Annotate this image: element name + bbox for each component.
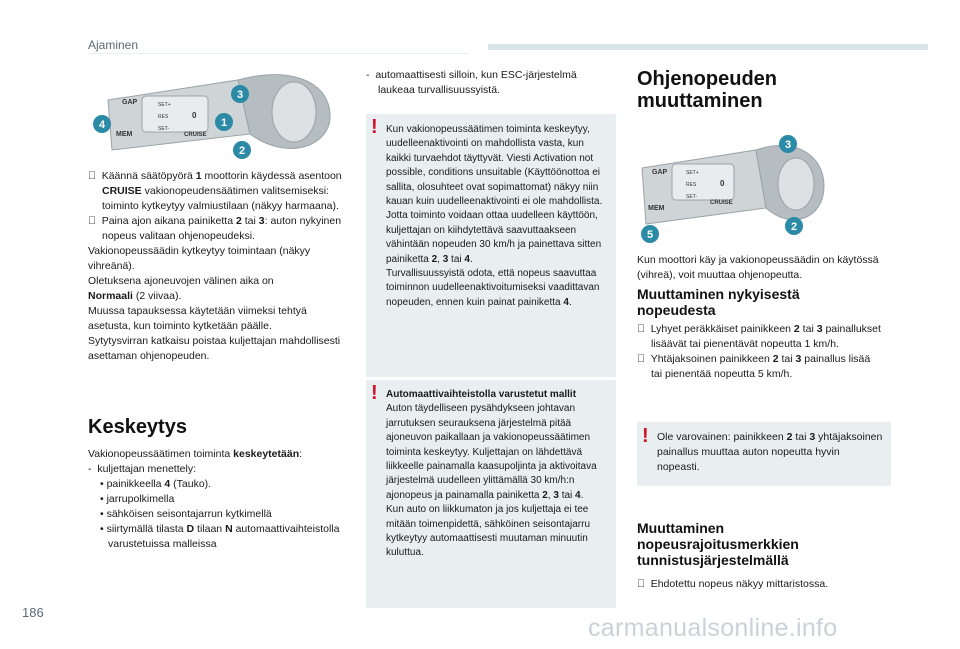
stalk-label-res: RES: [158, 114, 169, 120]
keskeytys-driver: - kuljettajan menettely:: [88, 463, 196, 475]
paragraph-ignition: Sytytysvirran katkaisu poistaa kuljettajan mahdollisesti asettaman ohjenopeuden.: [88, 335, 341, 362]
heading-nopeusrajoitus: Muuttaminen nopeusrajoitusmerkkien tunnistusjärjestelmällä: [637, 520, 799, 568]
paragraph-default-gap: Oletuksena ajoneuvojen välinen aika on Normaali (2 viivaa).: [88, 275, 274, 302]
warning-reactivation-safety: Turvallisuussyistä odota, että nopeus saavuttaa toiminnon uudelleenaktivoitumiseksi vaadittavan nopeuden, ennen kuin painat painiketta 4.: [386, 268, 600, 308]
heading-ohjenopeuden: Ohjenopeuden muuttaminen: [637, 68, 777, 112]
stalk-label-setminus: SET-: [158, 126, 170, 132]
right-list: [637, 322, 882, 382]
warning-caution-text: Ole varovainen: painikkeen 2 tai 3 yhtäjaksoinen painallus muuttaa auton nopeutta hyvin nopeasti.: [657, 431, 883, 473]
svg-text:5: 5: [646, 229, 654, 241]
warning-box-reactivation: [366, 114, 616, 377]
watermark: carmanualsonline.info: [588, 614, 838, 642]
warning-box-caution: [637, 422, 891, 486]
stalk-label-gap: GAP: [122, 99, 138, 106]
instruction-2: Paina ajon aikana painiketta 2 tai 3: auton nykyinen nopeus valitaan ohjenopeudeksi.: [88, 215, 334, 242]
keskeytys-item-gear: • siirtymällä tilasta D tilaan N automaattivaihteistolla varustetuissa malleissa: [100, 523, 340, 550]
instruction-1: Käännä säätöpyörä 1 moottorin käydessä asentoon CRUISE vakionopeudensäätimen valitsemiseksi: toiminto kytkeytyy valmiustilaan (näkyy harmaana).: [88, 170, 339, 212]
svg-text:2: 2: [790, 221, 798, 233]
stalk-label-setplus: SET+: [158, 102, 171, 108]
callout-2: [785, 217, 803, 235]
esc-condition: - automaattisesti silloin, kun ESC-järjestelmä laukeaa turvallisuussyistä.: [366, 69, 577, 96]
keskeytys-intro: Vakionopeussäätimen toiminta keskeytetään:: [88, 448, 303, 460]
stalk-label-zero: 0: [720, 179, 725, 188]
paragraph-last-setting: Muussa tapauksessa käytetään viimeksi tehtyä asetusta, kun toiminto kytketään päälle.: [88, 305, 307, 332]
paragraph-activation: Vakionopeussäädin kytkeytyy toimintaan (näkyy vihreänä).: [88, 245, 311, 272]
warning-automatic-tail: Kun auto on liikkumaton ja jos kuljettaja ei tee mitään toimenpidettä, sähköinen seisontajarru kytkeytyy automaattisesti muutaman minuutin kuluttua.: [386, 504, 591, 559]
callout-4: [93, 115, 111, 133]
stalk-label-setminus: SET-: [686, 194, 698, 200]
instruction-short-press: Lyhyet peräkkäiset painikkeen 2 tai 3 painallukset lisäävät tai pienentävät nopeutta 1 km/h.: [637, 323, 874, 350]
header-rule: [88, 53, 468, 54]
heading-nykyisesta: Muuttaminen nykyisestä nopeudesta: [637, 286, 800, 318]
right-list-2: [637, 577, 882, 592]
callout-3: [779, 135, 797, 153]
callout-5: [641, 225, 659, 243]
svg-text:3: 3: [236, 89, 244, 101]
stalk-label-mem: MEM: [116, 131, 133, 138]
warning-automatic-text: Auton täydelliseen pysähdykseen johtavan jarrutuksen seurauksena järjestelmä pitää ajoneuvon paikallaan ja vakionopeussäätimen toiminta keskeytyy. Kuljettajan on lähdettävä liikkeelle painamalla kaasupoljinta ja aktivoitava järjestelmä uudelleen ylittämällä 30 km/h:n ajonopeus ja painamalla painiketta 2, 3 tai 4.: [386, 403, 597, 501]
mid-dash-text: [366, 68, 616, 98]
keskeytys-item-pause: • painikkeella 4 (Tauko).: [100, 478, 212, 490]
stalk-label-cruise: CRUISE: [184, 132, 207, 138]
stalk-label-setplus: SET+: [686, 170, 699, 176]
stalk-label-mem: MEM: [648, 205, 665, 212]
keskeytys-item-parkbrake: • sähköisen seisontajarrun kytkimellä: [100, 508, 272, 520]
callout-1: [215, 113, 233, 131]
intro-text: Kun moottori käy ja vakionopeussäädin on käytössä (vihreä), voit muuttaa ohjenopeutta.: [637, 254, 879, 281]
svg-text:4: 4: [98, 119, 106, 131]
callout-2: [233, 141, 251, 159]
right-intro: [637, 253, 882, 283]
svg-text:3: 3: [784, 139, 792, 151]
warning-icon: !: [371, 382, 378, 404]
stalk-label-cruise: CRUISE: [710, 200, 733, 206]
warning-icon: !: [642, 425, 649, 447]
left-column: [88, 169, 346, 364]
instruction-long-press: Yhtäjaksoinen painikkeen 2 tai 3 painallus lisää tai pienentää nopeutta 5 km/h.: [637, 353, 877, 380]
instruction-suggested-speed: Ehdotettu nopeus näkyy mittaristossa.: [637, 578, 821, 590]
keskeytys-list: [88, 447, 346, 552]
section-header: Ajaminen: [88, 38, 139, 52]
warning-reactivation-text: Kun vakionopeussäätimen toiminta keskeytyy, uudelleenaktivointi on mahdollista vasta, kun kaikki turvaehdot täyttyvät. Viesti Activation not possible, conditions unsuitable (Käyttöönottoa ei sallita, olosuhteet ovat sopimattomat) näkyy niin kauan kuin uudelleenaktivointi ei ole mahdollista.: [386, 124, 603, 208]
page-number: 186: [22, 605, 44, 620]
svg-text:2: 2: [238, 145, 246, 157]
callout-3: [231, 85, 249, 103]
stalk-label-zero: 0: [192, 111, 197, 120]
warning-icon: !: [371, 116, 378, 138]
warning-automatic-title: Automaattivaihteistolla varustetut mallit: [386, 389, 577, 400]
cruise-stalk-illustration-right: [636, 134, 826, 244]
svg-text:1: 1: [220, 117, 228, 129]
heading-keskeytys: Keskeytys: [88, 416, 187, 438]
stalk-label-res: RES: [686, 182, 697, 188]
header-bar: [488, 44, 928, 50]
warning-reactivation-speed: Jotta toiminto voidaan ottaa uudelleen käyttöön, kuljettajan on kiihdytettävä saavuttaakseen vähintään nopeuden 30 km/h ja painettava sitten painiketta 2, 3 tai 4.: [386, 210, 602, 265]
stalk-label-gap: GAP: [652, 169, 668, 176]
keskeytys-item-brake: • jarrupolkimella: [100, 493, 175, 505]
warning-box-automatic: [366, 380, 616, 608]
cruise-stalk-illustration-left: [88, 74, 348, 160]
